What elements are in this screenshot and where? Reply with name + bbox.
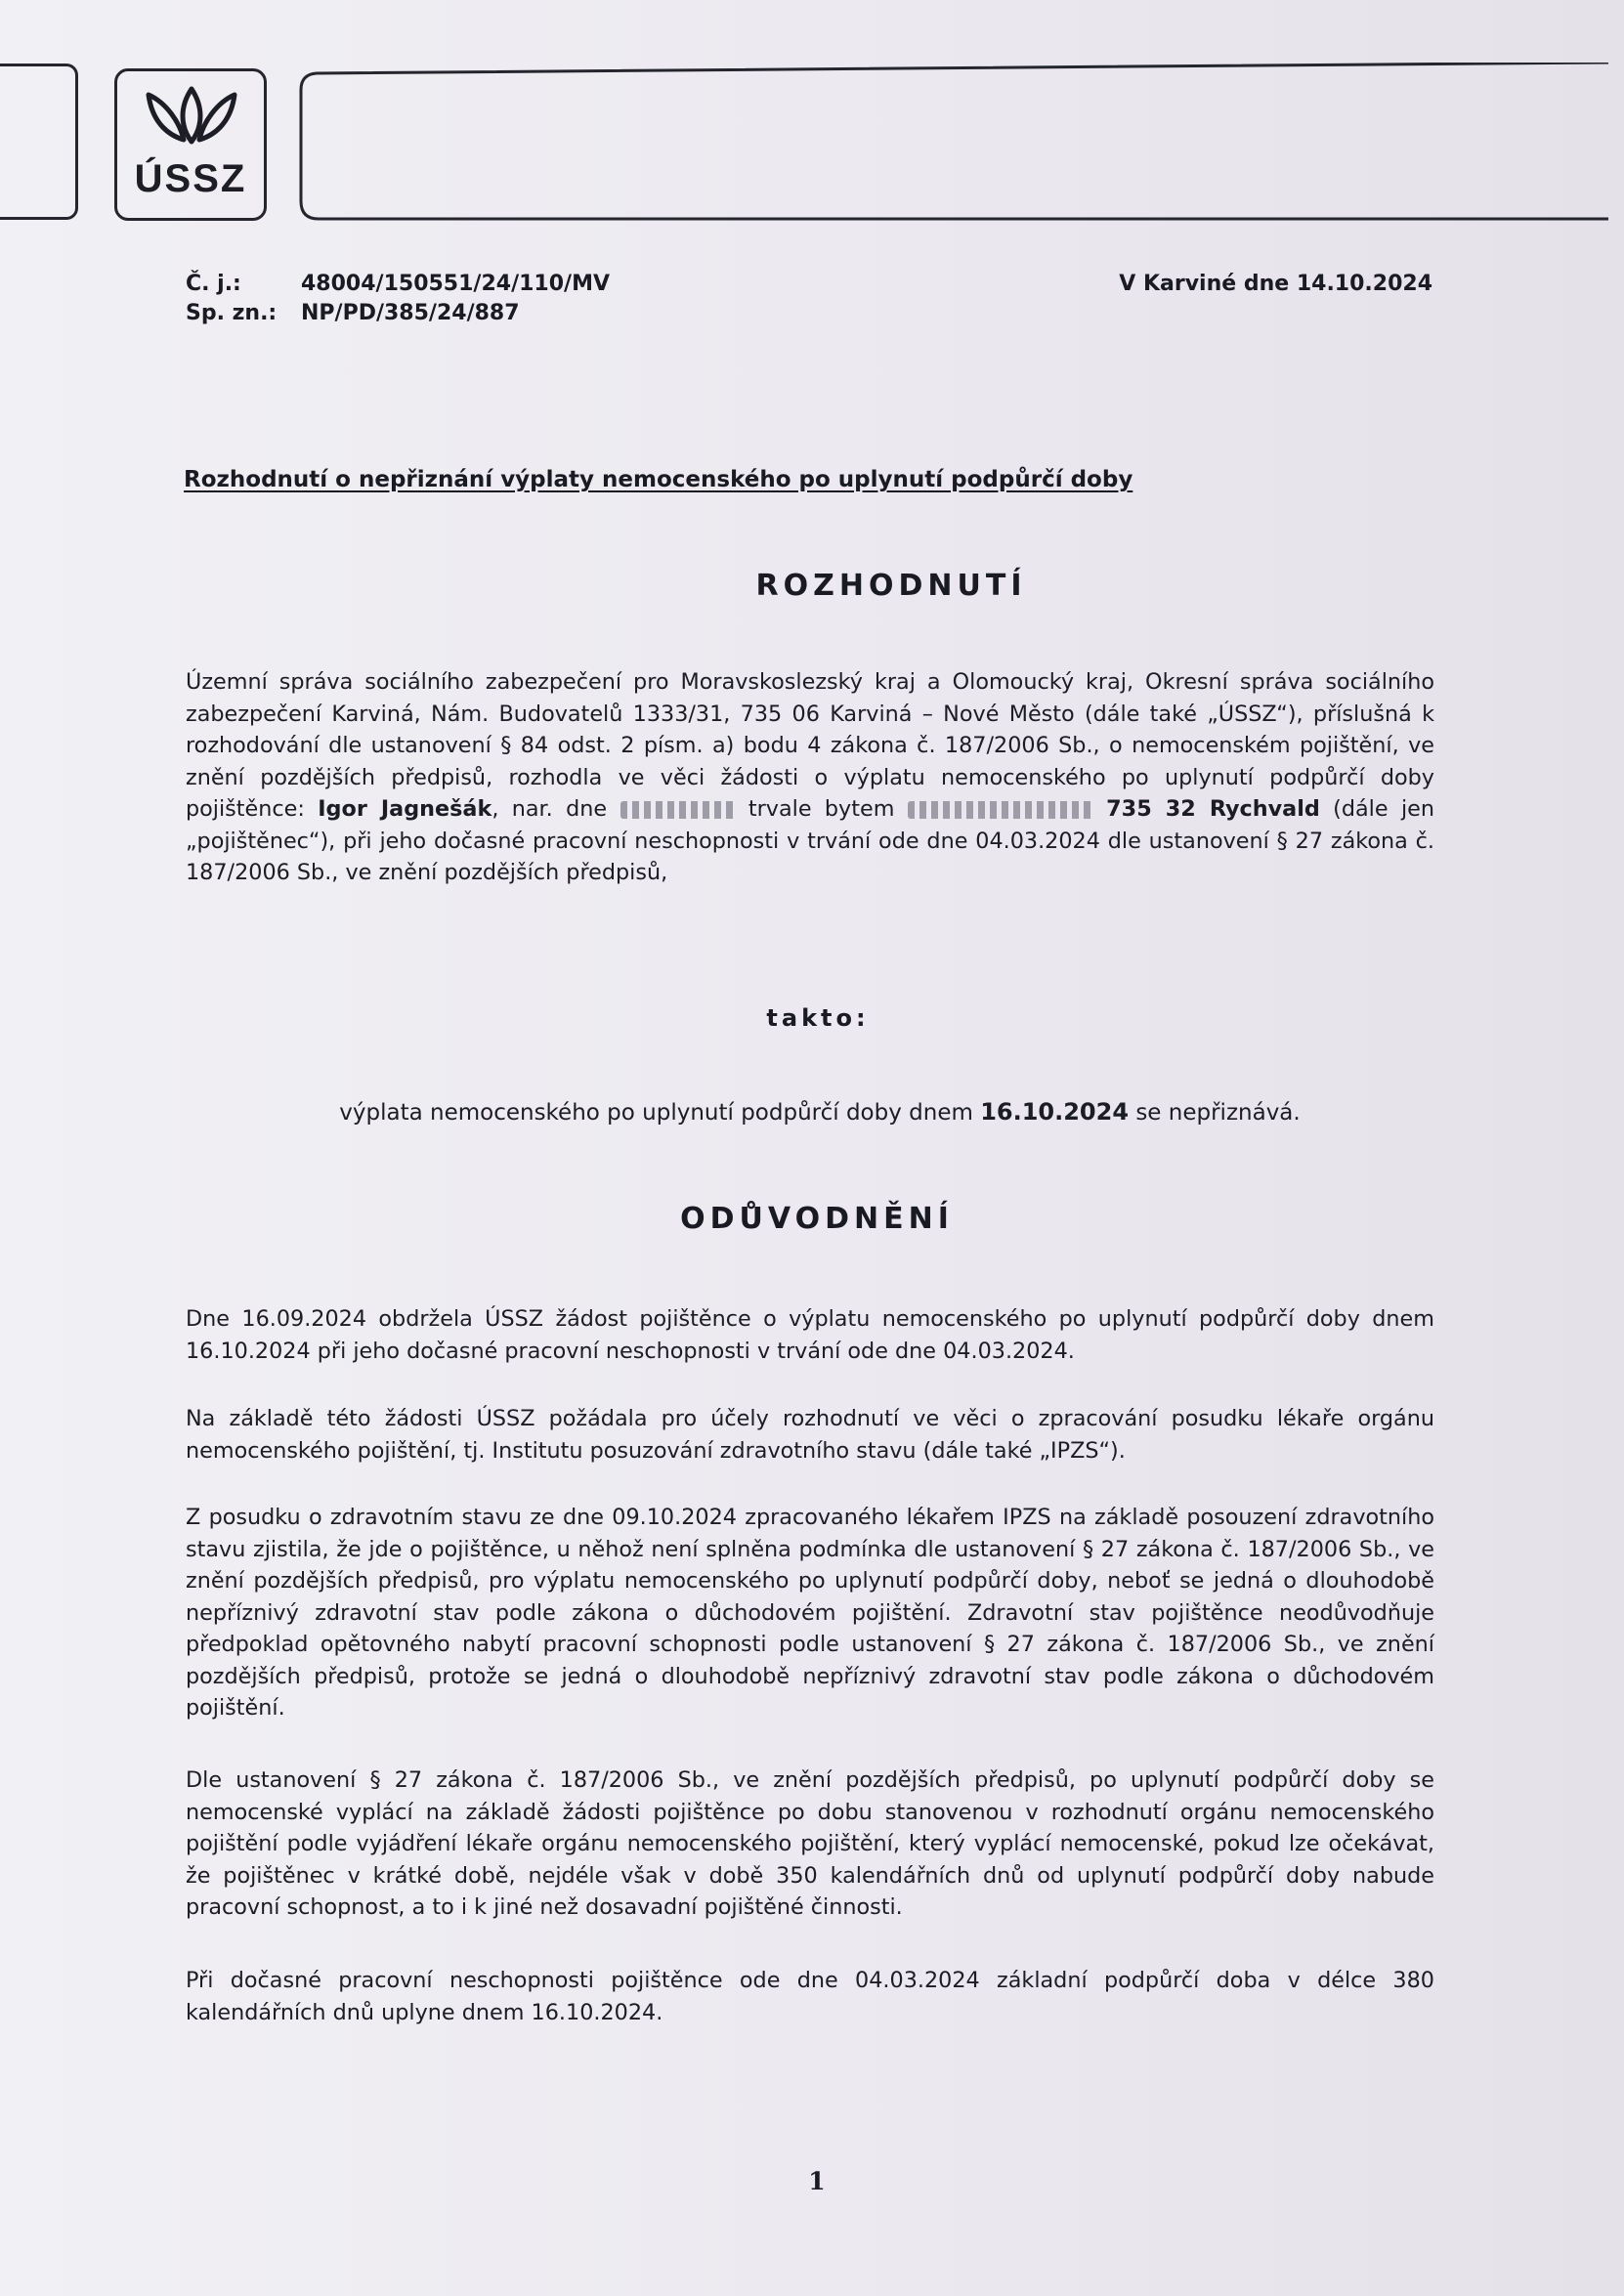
insured-person-name: Igor Jagnešák <box>318 796 492 822</box>
file-number-label: Sp. zn.: <box>186 301 278 325</box>
intro-paragraph <box>186 666 1434 889</box>
address-city: 735 32 Rychvald <box>1106 796 1320 822</box>
case-number-value: 48004/150551/24/110/MV <box>301 272 610 296</box>
logo-text: ÚSSZ <box>134 157 247 200</box>
ussz-logo <box>114 68 267 221</box>
place-and-date: V Karviné dne 14.10.2024 <box>1119 272 1432 296</box>
redacted-birthdate <box>620 801 736 819</box>
reasoning-paragraph-2: Na základě této žádosti ÚSSZ požádala pro účely rozhodnutí ve věci o zpracování posudku lékaře orgánu nemocenského pojištění, tj. Institutu posuzování zdravotního stavu (dále také „IPZS“). <box>186 1406 1434 1464</box>
verdict-text-1: výplata nemocenského po uplynutí podpůrčí doby dnem <box>339 1100 981 1126</box>
file-number-row <box>186 299 610 328</box>
document-subject: Rozhodnutí o nepřiznání výplaty nemocenského po uplynutí podpůrčí doby <box>184 467 1133 492</box>
reasoning-paragraph-5: Při dočasné pracovní neschopnosti pojištěnce ode dne 04.03.2024 základní podpůrčí doba v délce 380 kalendářních dnů uplyne dnem 16.10.2024. <box>186 1968 1434 2025</box>
intro-text-4: (dále jen „pojištěnec“), při jeho dočasné pracovní neschopnosti v trvání ode dne 04.03.2024 dle ustanovení § 27 zákona č. 187/2006 Sb., ve znění pozdějších předpisů, <box>186 796 1434 885</box>
verdict-text-2: se nepřiznává. <box>1129 1100 1301 1126</box>
intro-text-3: trvale bytem <box>735 796 908 822</box>
reasoning-paragraph-1: Dne 16.09.2024 obdržela ÚSSZ žádost pojištěnce o výplatu nemocenského po uplynutí podpůrčí doby dnem 16.10.2024 při jeho dočasné pracovní neschopnosti v trvání ode dne 04.03.2024. <box>186 1306 1434 1364</box>
reasoning-heading: ODŮVODNĚNÍ <box>680 1202 954 1236</box>
decision-heading: ROZHODNUTÍ <box>755 569 1027 603</box>
intro-text-2: , nar. dne <box>491 796 620 822</box>
redacted-street <box>908 801 1093 819</box>
reference-block <box>186 270 610 328</box>
verdict-statement <box>0 1098 1624 1126</box>
case-number-label: Č. j.: <box>186 272 241 296</box>
intro-text-1: Územní správa sociálního zabezpečení pro Moravskoslezský kraj a Olomoucký kraj, Okresní správa sociálního zabezpečení Karviná, Nám. Budovatelů 1333/31, 735 06 Karviná – Nové Město (dále také „ÚSSZ“), příslušná k rozhodování dle ustanovení § 84 odst. 2 písm. a) bodu 4 zákona č. 187/2006 Sb., o nemocenském pojištění, ve znění pozdějších předpisů, rozhodla ve věci žádosti o výplatu nemocenského po uplynutí podpůrčí doby pojištěnce: <box>186 669 1434 822</box>
takto-heading: takto: <box>766 1004 870 1032</box>
leaves-icon <box>141 85 242 146</box>
reasoning-paragraph-3: Z posudku o zdravotním stavu ze dne 09.10.2024 zpracovaného lékařem IPZS na základě posouzení zdravotního stavu zjistila, že jde o pojištěnce, u něhož není splněna podmínka dle ustanovení § 27 zákona č. 187/2006 Sb., ve znění pozdějších předpisů, pro výplatu nemocenského po uplynutí podpůrčí doby, neboť se jedná o dlouhodobě nepříznivý zdravotní stav podle zákona o důchodovém pojištění. Zdravotní stav pojištěnce neodůvodňuje předpoklad opětovného nabytí pracovní schopnosti podle ustanovení § 27 zákona č. 187/2006 Sb., ve znění pozdějších předpisů, protože se jedná o dlouhodobě nepříznivý zdravotní stav podle zákona o důchodovém pojištění. <box>186 1505 1434 1721</box>
case-number-row <box>186 270 610 299</box>
verdict-date: 16.10.2024 <box>980 1098 1130 1126</box>
page-number: 1 <box>808 2167 826 2195</box>
header-frame-right <box>299 63 1612 221</box>
reasoning-paragraph-4: Dle ustanovení § 27 zákona č. 187/2006 Sb., ve znění pozdějších předpisů, po uplynutí podpůrčí doby se nemocenské vyplácí na základě žádosti pojištěnce po dobu stanovenou v rozhodnutí orgánu nemocenského pojištění podle vyjádření lékaře orgánu nemocenského pojištění, který vyplácí nemocenské, pokud lze očekávat, že pojištěnec v krátké době, nejdéle však v době 350 kalendářních dnů od uplynutí podpůrčí doby nabude pracovní schopnost, a to i k jiné než dosavadní pojištěné činnosti. <box>186 1767 1434 1920</box>
header-frame-left <box>0 64 78 220</box>
file-number-value: NP/PD/385/24/887 <box>301 301 520 325</box>
